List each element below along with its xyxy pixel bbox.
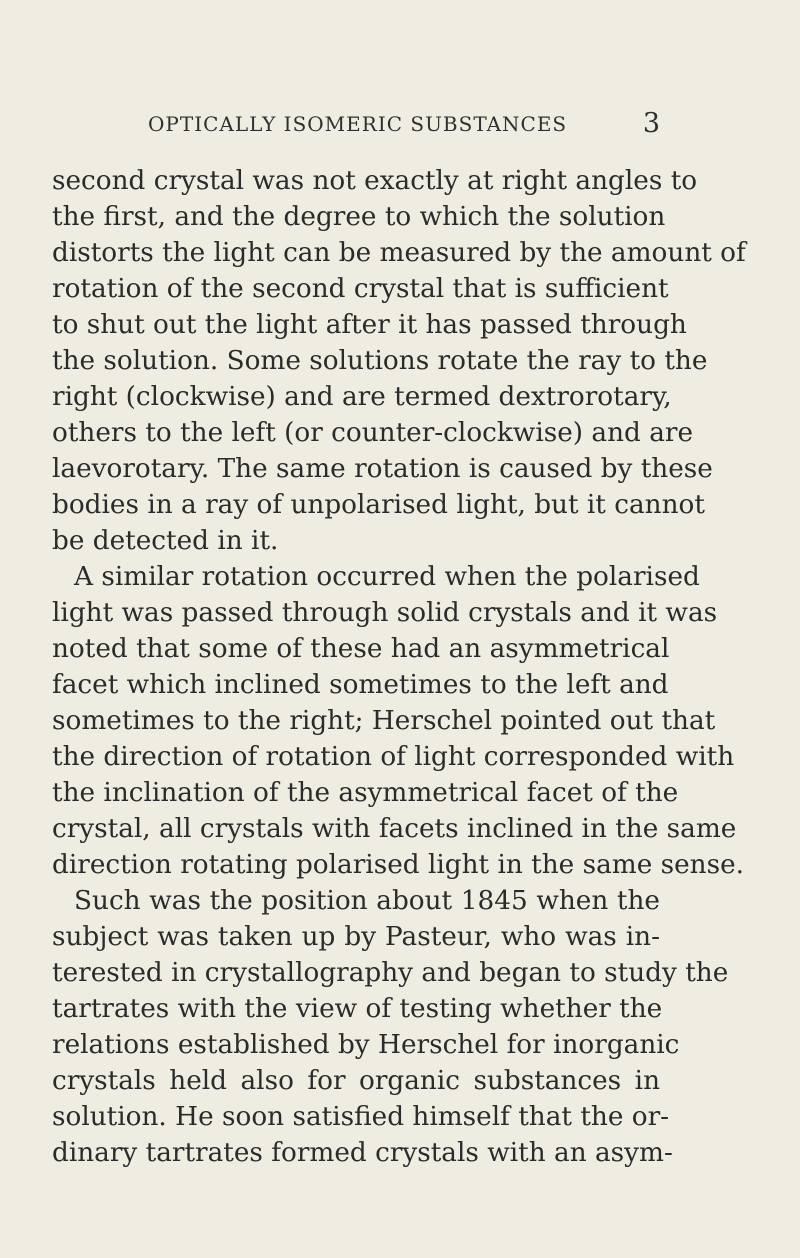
text-line: facet which inclined sometimes to the left and [52,670,669,700]
text-line: A similar rotation occurred when the polarised [74,562,700,592]
page-number: 3 [642,108,660,139]
text-line: crystals held also for organic substances in [52,1066,660,1096]
text-line: terested in crystallography and began to study the [52,958,729,988]
text-line: the solution. Some solutions rotate the ray to the [52,346,708,376]
text-line: to shut out the light after it has passed through [52,310,687,340]
text-line: laevorotary. The same rotation is caused by these [52,454,713,484]
running-title: OPTICALLY ISOMERIC SUBSTANCES [148,112,568,136]
text-line: bodies in a ray of unpolarised light, but it cannot [52,490,705,520]
text-line: the direction of rotation of light corresponded with [52,742,735,772]
text-line: the first, and the degree to which the solution [52,202,666,232]
text-line: rotation of the second crystal that is sufficient [52,274,669,304]
text-line: direction rotating polarised light in the same sense. [52,850,745,880]
text-line: second crystal was not exactly at right angles to [52,166,698,196]
text-line: noted that some of these had an asymmetrical [52,634,670,664]
text-line: distorts the light can be measured by the amount of [52,238,746,268]
text-line: relations established by Herschel for inorganic [52,1030,680,1060]
text-line: be detected in it. [52,526,279,556]
book-page [52,0,746,1258]
text-line: Such was the position about 1845 when the [74,886,660,916]
text-line: others to the left (or counter-clockwise) and are [52,418,694,448]
text-line: right (clockwise) and are termed dextrorotary, [52,382,672,412]
text-line: dinary tartrates formed crystals with an asym- [52,1138,673,1168]
running-head [52,108,660,140]
text-line: the inclination of the asymmetrical facet of the [52,778,679,808]
text-line: sometimes to the right; Herschel pointed out that [52,706,716,736]
text-line: subject was taken up by Pasteur, who was in- [52,922,660,952]
text-line: tartrates with the view of testing whether the [52,994,663,1024]
text-line: crystal, all crystals with facets inclined in the same [52,814,737,844]
text-line: light was passed through solid crystals and it was [52,598,718,628]
text-line: solution. He soon satisfied himself that the or- [52,1102,670,1132]
